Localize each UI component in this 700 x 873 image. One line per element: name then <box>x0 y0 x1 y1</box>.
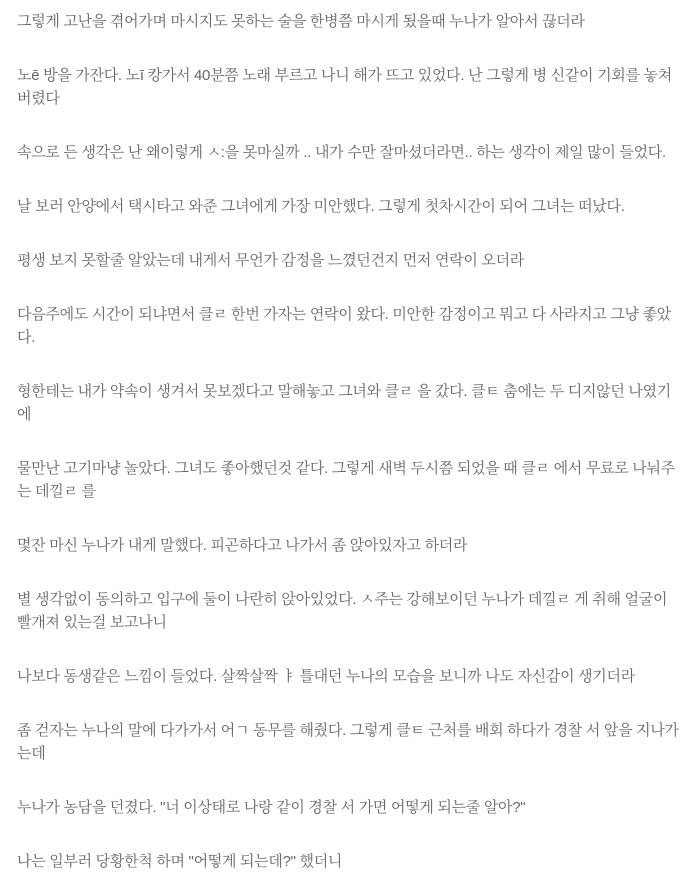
paragraph: 나는 일부러 당황한척 하며 "어떻게 되는데?" 했더니 <box>17 853 343 870</box>
paragraph: 물만난 고기마냥 놀았다. 그녀도 좋아했던것 같다. 그렇게 새벽 두시쯤 되었을 때 클ㄹ 에서 무료로 나눠주는 데낄ㄹ 를 <box>17 460 675 500</box>
paragraph: 좀 걷자는 누나의 말에 다가가서 어ㄱ 동무를 해줬다. 그렇게 클ㅌ 근처를 배회 하다가 경찰 서 앞을 지나가는데 <box>17 722 679 762</box>
paragraph: 다음주에도 시간이 되냐면서 클ㄹ 한번 가자는 연락이 왔다. 미안한 감정이고 뭐고 다 사라지고 그냥 좋았다. <box>17 306 671 346</box>
paragraph: 노ē 방을 가잔다. 노ī 캉가서 40분쯤 노래 부르고 나니 해가 뜨고 있었다. 난 그렇게 병 신같이 기회를 놓쳐버렸다 <box>17 67 672 107</box>
paragraph: 평생 보지 못할줄 알았는데 내게서 무언가 감정을 느꼈던건지 먼저 연락이 오더라 <box>17 252 524 269</box>
paragraph: 몇잔 마신 누나가 내게 말했다. 피곤하다고 나가서 좀 앉아있자고 하더라 <box>17 537 468 554</box>
paragraph: 형한테는 내가 약속이 생겨서 못보겠다고 말해놓고 그녀와 클ㄹ 을 갔다. 클ㅌ 춤에는 두 디지않던 나였기에 <box>17 383 671 423</box>
paragraph: 나보다 동생같은 느낌이 들었다. 살짝살짝 ㅑ 틀대던 누나의 모습을 보니까 나도 자신감이 생기더라 <box>17 668 635 685</box>
paragraph: 날 보러 안양에서 택시타고 와준 그녀에게 가장 미안했다. 그렇게 첫차시간이 되어 그녀는 떠났다. <box>17 198 625 215</box>
paragraph: 누나가 농담을 던졌다. "너 이상태로 나랑 같이 경찰 서 가면 어떻게 되는줄 알아?" <box>17 799 526 816</box>
paragraph: 속으로 든 생각은 난 왜이렇게 ㅅ:을 못마실까 .. 내가 수만 잘마셨더라면.. 하는 생각이 제일 많이 들었다. <box>17 144 666 161</box>
paragraph: 별 생각없이 동의하고 입구에 둘이 나란히 앉아있었다. ㅅ주는 강해보이던 누나가 데낄ㄹ 게 취해 얼굴이 빨개져 있는걸 보고나니 <box>17 591 672 631</box>
paragraph: 그렇게 고난을 겪어가며 마시지도 못하는 술을 한병쯤 마시게 됬을때 누나가 알아서 끊더라 <box>17 13 585 30</box>
